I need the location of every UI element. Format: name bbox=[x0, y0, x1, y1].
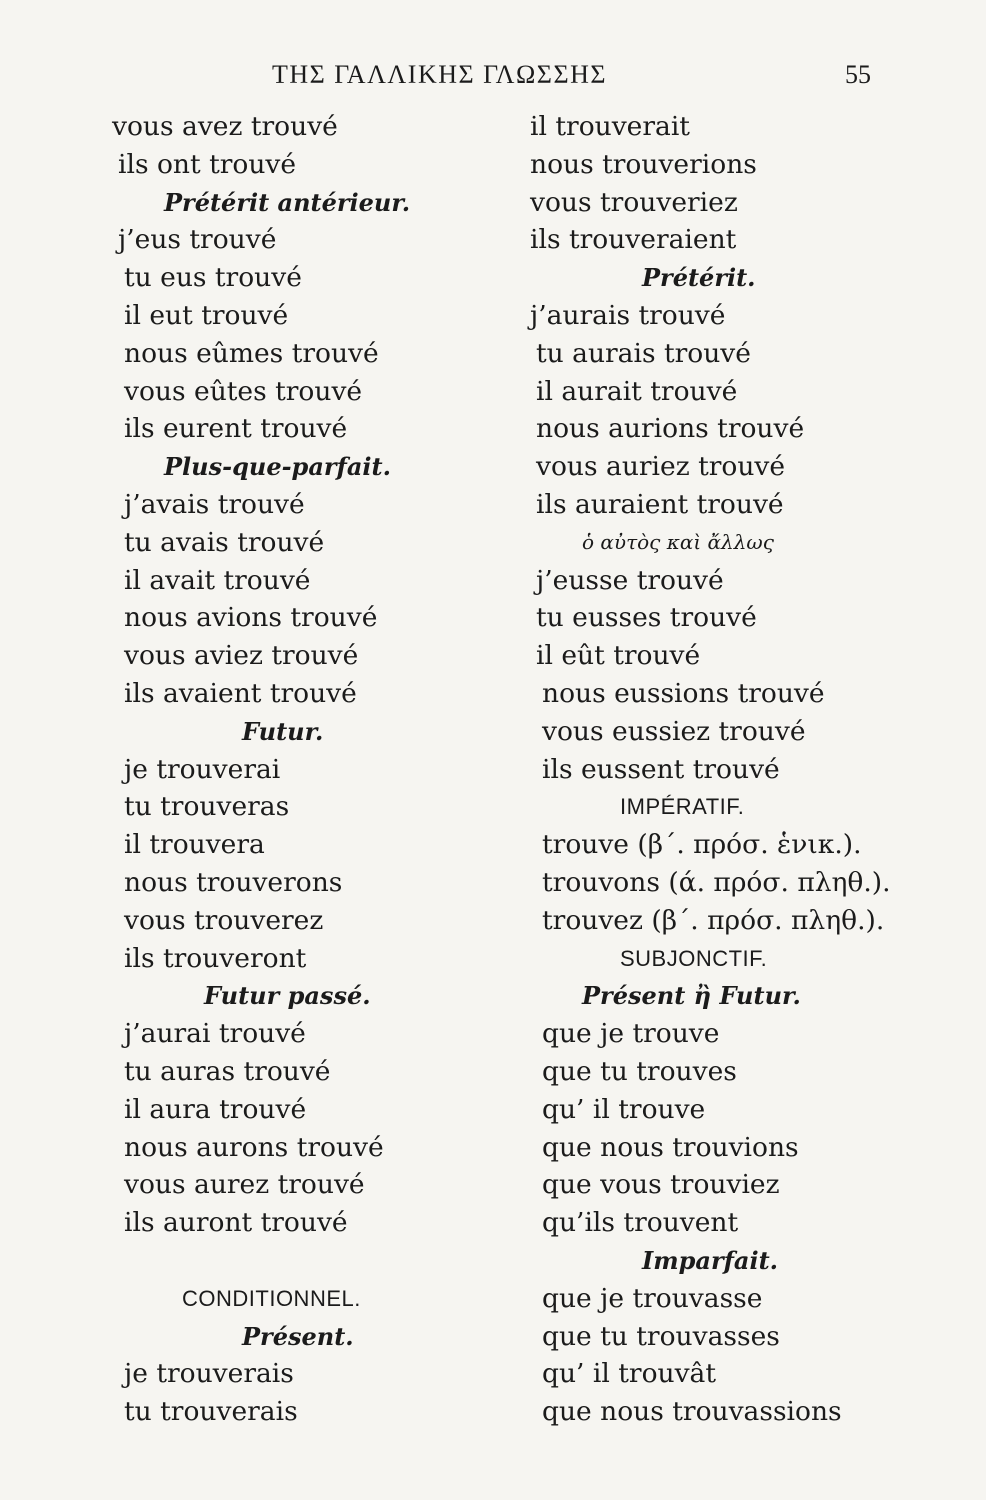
conjugation-line: trouvez (β΄. πρόσ. πληθ.). bbox=[542, 904, 885, 936]
conjugation-line: il trouvera bbox=[124, 829, 265, 861]
conjugation-line: que tu trouves bbox=[542, 1055, 737, 1087]
conjugation-line: je trouverais bbox=[124, 1358, 294, 1390]
conjugation-line: tu aurais trouvé bbox=[536, 337, 751, 369]
conjugation-line: nous trouverons bbox=[124, 866, 343, 898]
conjugation-line: il eut trouvé bbox=[124, 299, 289, 331]
conjugation-line: il avait trouvé bbox=[124, 564, 311, 596]
conjugation-line: tu avais trouvé bbox=[124, 526, 325, 558]
conjugation-line: ils trouveraient bbox=[530, 224, 737, 256]
conjugation-line: j’eus trouvé bbox=[118, 224, 277, 256]
conjugation-line: vous trouverez bbox=[124, 904, 324, 936]
conjugation-line: vous aviez trouvé bbox=[124, 640, 359, 672]
header-title: ΤΗΣ ΓΑΛΛΙΚΗΣ ΓΛΩΣΣΗΣ bbox=[272, 60, 607, 89]
conjugation-line: vous aurez trouvé bbox=[124, 1169, 365, 1201]
conjugation-line: que nous trouvassions bbox=[542, 1396, 842, 1428]
right-column bbox=[530, 108, 910, 1431]
conjugation-line: qu’ il trouve bbox=[542, 1093, 706, 1125]
conjugation-line: tu eus trouvé bbox=[124, 262, 302, 294]
conjugation-line: tu trouverais bbox=[124, 1396, 298, 1428]
conjugation-line: vous avez trouvé bbox=[112, 111, 338, 142]
mood-heading: SUBJONCTIF. bbox=[620, 945, 768, 971]
conjugation-line: que vous trouviez bbox=[542, 1169, 780, 1201]
conjugation-line: qu’ils trouvent bbox=[542, 1207, 739, 1239]
running-header bbox=[0, 60, 986, 100]
conjugation-line: ils eurent trouvé bbox=[124, 413, 348, 445]
conjugation-line: il trouverait bbox=[530, 111, 690, 142]
conjugation-line: nous trouverions bbox=[530, 148, 757, 180]
conjugation-line: je trouverai bbox=[124, 753, 281, 785]
conjugation-line: qu’ il trouvât bbox=[542, 1358, 717, 1390]
conjugation-line: que je trouvasse bbox=[542, 1282, 763, 1314]
conjugation-line: que nous trouvions bbox=[542, 1131, 799, 1163]
conjugation-line: ils trouveront bbox=[124, 942, 307, 974]
blank-line bbox=[112, 1242, 512, 1280]
conjugation-line: j’aurai trouvé bbox=[124, 1018, 306, 1050]
page-number: 55 bbox=[845, 60, 871, 89]
conjugation-line: il aurait trouvé bbox=[536, 375, 738, 407]
conjugation-line: nous aurions trouvé bbox=[536, 413, 805, 445]
conjugation-line: il eût trouvé bbox=[536, 640, 701, 672]
conjugation-line: tu trouveras bbox=[124, 791, 290, 823]
conjugation-line: j’avais trouvé bbox=[124, 488, 305, 520]
conjugation-line: il aura trouvé bbox=[124, 1093, 307, 1125]
tense-heading: Plus-que-parfait. bbox=[164, 452, 391, 482]
conjugation-line: vous auriez trouvé bbox=[536, 451, 786, 483]
mood-heading: CONDITIONNEL. bbox=[182, 1285, 361, 1311]
conjugation-line: nous aurons trouvé bbox=[124, 1131, 384, 1163]
conjugation-line: ils auront trouvé bbox=[124, 1207, 348, 1239]
tense-heading: Prétérit antérieur. bbox=[164, 187, 411, 217]
conjugation-line: vous trouveriez bbox=[530, 186, 738, 218]
conjugation-line: vous eûtes trouvé bbox=[124, 375, 363, 407]
mood-heading: IMPÉRATIF. bbox=[620, 794, 745, 820]
conjugation-line: que tu trouvasses bbox=[542, 1320, 780, 1352]
tense-heading: Futur. bbox=[242, 716, 324, 746]
tense-heading: Imparfait. bbox=[642, 1245, 779, 1275]
conjugation-line: que je trouve bbox=[542, 1018, 720, 1050]
left-column bbox=[112, 108, 512, 1431]
conjugation-line: tu auras trouvé bbox=[124, 1055, 331, 1087]
conjugation-line: vous eussiez trouvé bbox=[542, 715, 806, 747]
conjugation-line: ils eussent trouvé bbox=[542, 753, 780, 785]
tense-heading: Présent. bbox=[242, 1321, 354, 1351]
conjugation-line: nous eûmes trouvé bbox=[124, 337, 379, 369]
conjugation-line: trouve (β΄. πρόσ. ἑνικ.). bbox=[542, 829, 862, 861]
tense-heading: Futur passé. bbox=[204, 981, 371, 1011]
conjugation-line: nous avions trouvé bbox=[124, 602, 378, 634]
conjugation-line: tu eusses trouvé bbox=[536, 602, 757, 634]
conjugation-line: ils auraient trouvé bbox=[536, 488, 784, 520]
conjugation-line: j’eusse trouvé bbox=[536, 564, 724, 596]
conjugation-line: trouvons (ά. πρόσ. πληθ.). bbox=[542, 866, 891, 898]
tense-heading: Prétérit. bbox=[642, 263, 756, 293]
greek-note: ὁ αὐτὸς καὶ ἄλλως bbox=[582, 529, 774, 554]
conjugation-line: nous eussions trouvé bbox=[542, 677, 825, 709]
conjugation-line: j’aurais trouvé bbox=[530, 299, 726, 331]
conjugation-line: ils ont trouvé bbox=[118, 148, 297, 180]
conjugation-line: ils avaient trouvé bbox=[124, 677, 357, 709]
tense-heading: Présent ἢ Futur. bbox=[582, 981, 801, 1011]
